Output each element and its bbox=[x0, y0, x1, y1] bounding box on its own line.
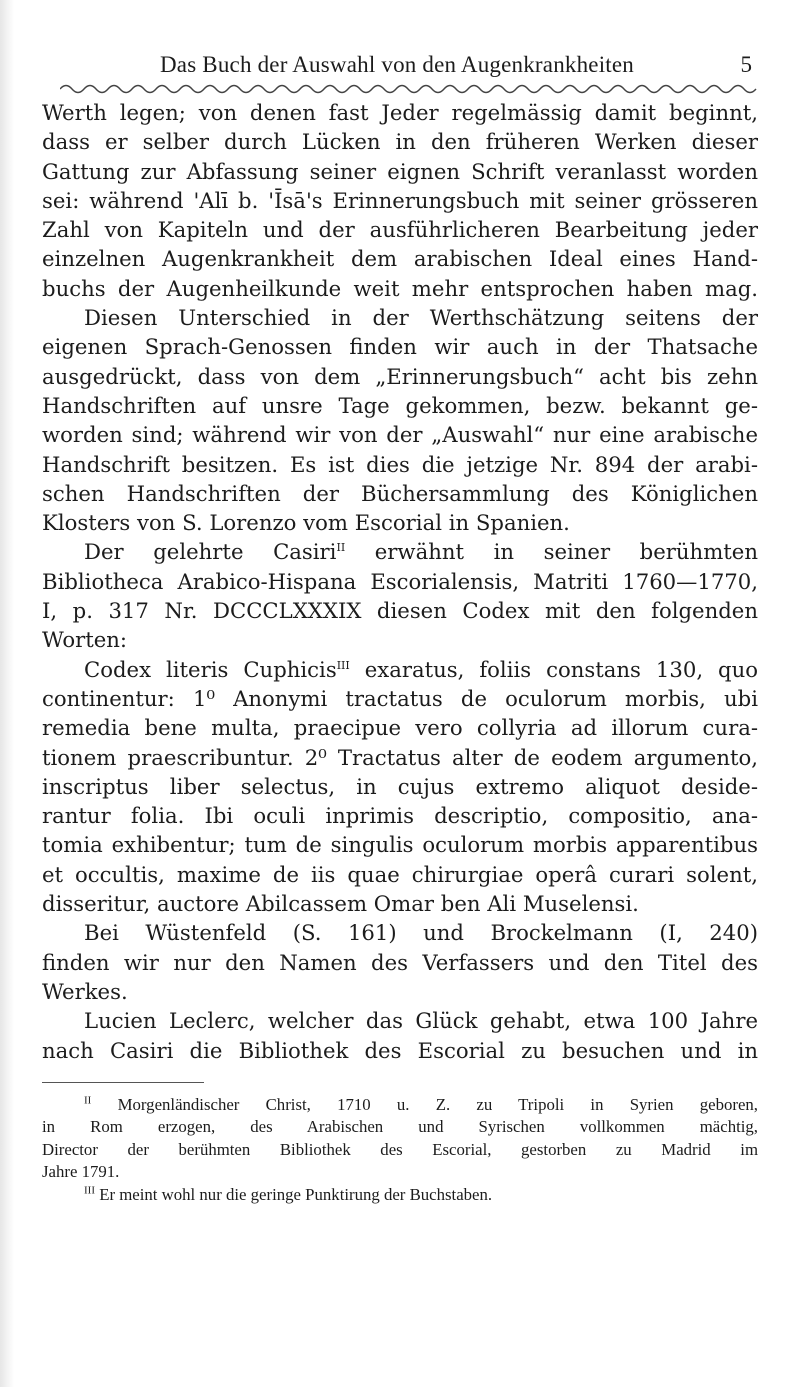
page-number: 5 bbox=[740, 52, 752, 77]
footnote-line: Jahre 1791. bbox=[42, 1162, 120, 1182]
text-line: eigenen Sprach-Genossen finden wir auch in der Thatsache bbox=[42, 334, 758, 360]
footnote-line bbox=[42, 1094, 758, 1116]
footnote-line: in Rom erzogen, des Arabischen und Syrischen vollkommen mächtig, bbox=[42, 1117, 758, 1137]
footnote-ref: II bbox=[336, 541, 346, 555]
text-fragment: exaratus, foliis constans 130, quo bbox=[364, 656, 758, 682]
text-line: disseritur, auctore Abilcassem Omar ben Ali Muselensi. bbox=[42, 891, 639, 917]
text-line: remedia bene multa, praecipue vero collyria ad illorum cura- bbox=[42, 715, 758, 741]
text-line: einzelnen Augenkrankheit dem arabischen Ideal eines Hand- bbox=[42, 246, 758, 272]
text-line: I, p. 317 Nr. DCCCLXXXIX diesen Codex mit den folgenden bbox=[42, 598, 758, 624]
text-line: Bibliotheca Arabico-Hispana Escorialensis, Matriti 1760—1770, bbox=[42, 568, 758, 594]
text-line: Diesen Unterschied in der Werthschätzung seitens der bbox=[84, 305, 758, 331]
text-fragment: Codex literis Cuphicis bbox=[84, 656, 337, 682]
text-line: Worten: bbox=[42, 627, 128, 653]
text-line: Zahl von Kapiteln und der ausführlicheren Bearbeitung jeder bbox=[42, 217, 758, 243]
footnote-separator bbox=[42, 1082, 204, 1083]
text-line: tomia exhibentur; tum de singulis oculorum morbis apparentibus bbox=[42, 832, 758, 858]
text-line: finden wir nur den Namen des Verfassers und den Titel des bbox=[42, 949, 758, 975]
footnote-line bbox=[42, 1184, 758, 1206]
footnote-ref: III bbox=[336, 658, 350, 672]
text-line-with-footnote bbox=[42, 655, 758, 684]
text-line: nach Casiri die Bibliothek des Escorial zu besuchen und in bbox=[42, 1037, 758, 1063]
footnotes bbox=[42, 1094, 758, 1206]
page-edge-shadow bbox=[0, 0, 14, 1387]
text-line: buchs der Augenheilkunde weit mehr entsprochen haben mag. bbox=[42, 275, 758, 301]
text-line: Gattung zur Abfassung seiner eignen Schrift veranlasst worden bbox=[42, 158, 758, 184]
text-line: tionem praescribuntur. 2⁰ Tractatus alter de eodem argumento, bbox=[42, 744, 758, 770]
text-line: rantur folia. Ibi oculi inprimis descriptio, compositio, ana- bbox=[42, 803, 758, 829]
text-line: worden sind; während wir von der „Auswahl“ nur eine arabische bbox=[42, 422, 758, 448]
text-line: Klosters von S. Lorenzo vom Escorial in Spanien. bbox=[42, 510, 570, 536]
wavy-header-rule bbox=[60, 80, 758, 94]
footnote-line: Director der berühmten Bibliothek des Escorial, gestorben zu Madrid im bbox=[42, 1139, 758, 1159]
text-line: Bei Wüstenfeld (S. 161) und Brockelmann (I, 240) bbox=[84, 920, 758, 946]
text-line: sei: während 'Alī b. 'Īsā's Erinnerungsbuch mit seiner grösseren bbox=[42, 187, 758, 213]
text-fragment: erwähnt in seiner berühmten bbox=[374, 539, 758, 565]
text-line: dass er selber durch Lücken in den früheren Werken dieser bbox=[42, 129, 758, 155]
footnote-marker: III bbox=[84, 1183, 95, 1196]
main-text bbox=[42, 98, 758, 1065]
running-header bbox=[42, 52, 752, 82]
footnote-text: Er meint wohl nur die geringe Punktirung der Buchstaben. bbox=[99, 1184, 493, 1204]
text-line: et occultis, maxime de iis quae chirurgiae operâ curari solent, bbox=[42, 861, 758, 887]
text-line: continentur: 1⁰ Anonymi tractatus de oculorum morbis, ubi bbox=[42, 685, 758, 711]
text-line: Handschriften auf unsre Tage gekommen, bezw. bekannt ge- bbox=[42, 392, 758, 418]
text-line: Handschrift besitzen. Es ist dies die jetzige Nr. 894 der arabi- bbox=[42, 451, 758, 477]
text-line-with-footnote bbox=[42, 537, 758, 566]
text-fragment: Der gelehrte Casiri bbox=[84, 539, 337, 565]
text-line: Werkes. bbox=[42, 978, 128, 1004]
running-title: Das Buch der Auswahl von den Augenkrankheiten bbox=[159, 52, 634, 77]
text-line: schen Handschriften der Büchersammlung des Königlichen bbox=[42, 480, 758, 506]
text-line: Werth legen; von denen fast Jeder regelmässig damit beginnt, bbox=[42, 100, 758, 125]
footnote-marker: II bbox=[84, 1094, 92, 1107]
footnote-text: Morgenländischer Christ, 1710 u. Z. zu Tripoli in Syrien geboren, bbox=[117, 1095, 758, 1114]
text-line: Lucien Leclerc, welcher das Glück gehabt, etwa 100 Jahre bbox=[84, 1008, 758, 1034]
text-line: inscriptus liber selectus, in cujus extremo aliquot deside- bbox=[42, 773, 758, 799]
text-line: ausgedrückt, dass von dem „Erinnerungsbuch“ acht bis zehn bbox=[42, 363, 758, 389]
